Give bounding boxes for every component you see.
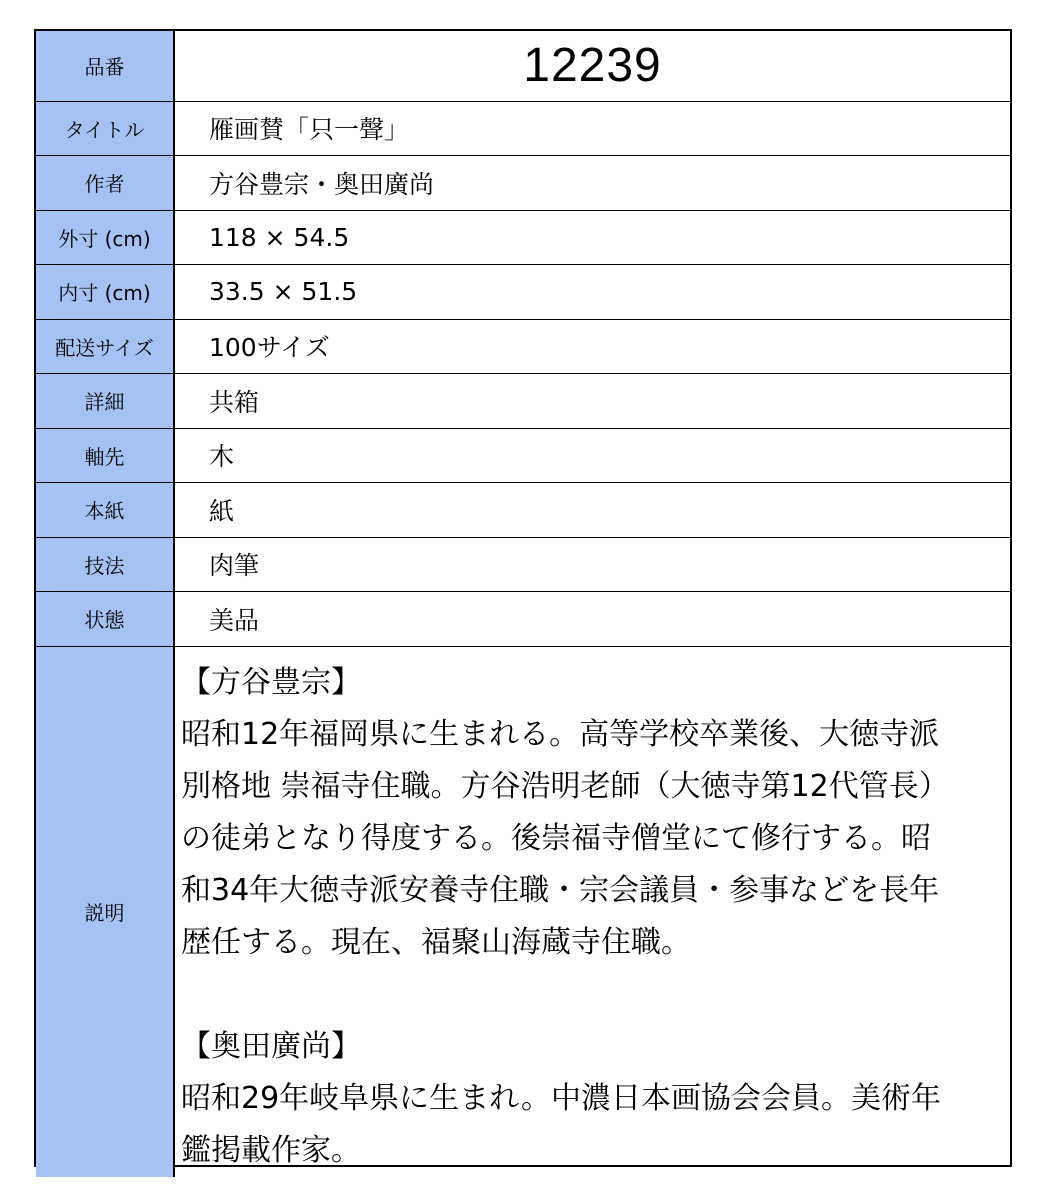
label-condition: 状態 [36,592,174,647]
value-inner-size: 33.5 × 51.5 [174,265,1010,320]
description-block-hotani [181,657,996,969]
row-roller-end [36,428,1010,483]
row-title [36,101,1010,156]
value-base-material: 紙 [174,483,1010,538]
item-spec-sheet [34,29,1012,1167]
label-inner-size: 内寸 (cm) [36,265,174,320]
description-line: 和34年大徳寺派安養寺住職・宗会議員・参事などを長年 [181,872,940,908]
row-shipping-size [36,319,1010,374]
label-shipping-size: 配送サイズ [36,319,174,374]
description-line: の徒弟となり得度する。後崇福寺僧堂にて修行する。昭 [181,820,931,856]
description-line: 別格地 崇福寺住職。方谷浩明老師（大徳寺第12代管長） [181,768,949,804]
value-technique: 肉筆 [174,537,1010,592]
label-details: 詳細 [36,374,174,429]
row-inner-size [36,265,1010,320]
description-line: 昭和29年岐阜県に生まれ。中濃日本画協会会員。美術年 [181,1080,941,1116]
label-base-material: 本紙 [36,483,174,538]
label-roller-end: 軸先 [36,428,174,483]
description-line: 鑑掲載作家。 [181,1132,361,1168]
description-heading-hotani: 【方谷豊宗】 [181,664,361,700]
description-block-okuda [181,1021,996,1177]
value-title: 雁画賛「只一聲」 [174,101,1010,156]
row-author [36,156,1010,211]
description-line: 昭和12年福岡県に生まれる。高等学校卒業後、大徳寺派 [181,716,940,752]
value-description [174,646,1010,1177]
row-base-material [36,483,1010,538]
label-description: 説明 [36,646,174,1177]
value-condition: 美品 [174,592,1010,647]
value-author: 方谷豊宗・奥田廣尚 [174,156,1010,211]
description-spacer [181,969,996,1021]
label-title: タイトル [36,101,174,156]
label-author: 作者 [36,156,174,211]
description-heading-okuda: 【奥田廣尚】 [181,1028,361,1064]
label-technique: 技法 [36,537,174,592]
spec-table [36,31,1010,1177]
label-outer-size: 外寸 (cm) [36,210,174,265]
row-outer-size [36,210,1010,265]
row-technique [36,537,1010,592]
value-shipping-size: 100サイズ [174,319,1010,374]
row-item-number [36,31,1010,101]
row-details [36,374,1010,429]
value-roller-end: 木 [174,428,1010,483]
row-description [36,646,1010,1177]
description-line: 歴任する。現在、福聚山海蔵寺住職。 [181,924,691,960]
value-outer-size: 118 × 54.5 [174,210,1010,265]
value-details: 共箱 [174,374,1010,429]
value-item-number: 12239 [174,31,1010,101]
row-condition [36,592,1010,647]
label-item-number: 品番 [36,31,174,101]
